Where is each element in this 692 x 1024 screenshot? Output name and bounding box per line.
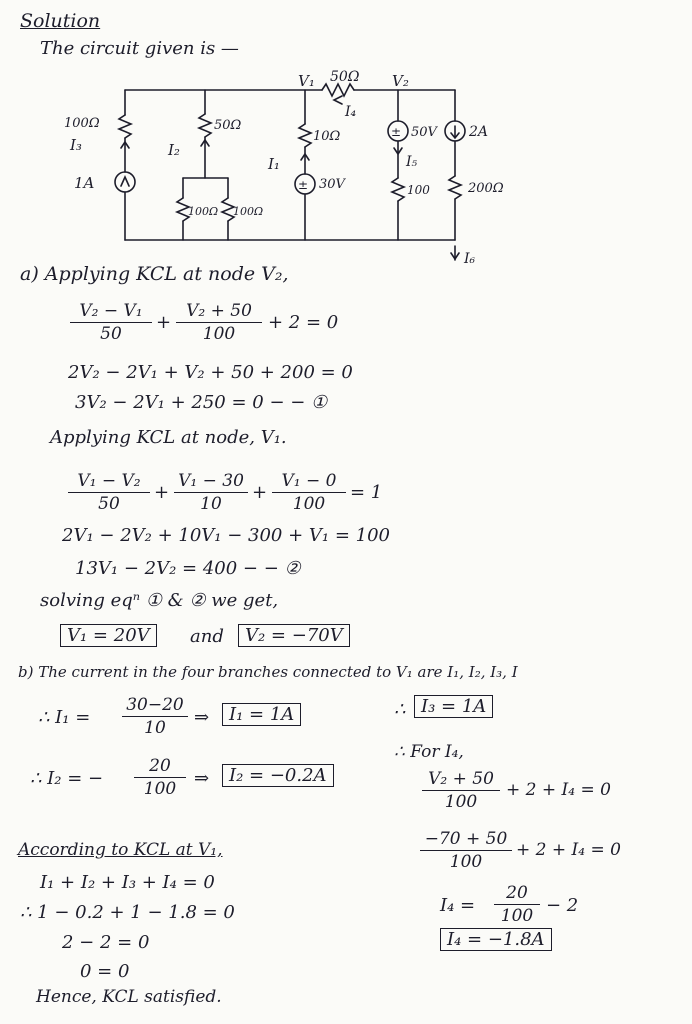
i4-result-box: I₄ = −1.8A	[440, 928, 552, 951]
i2-fraction	[134, 755, 186, 800]
eq1-f1-denominator: 50	[100, 324, 122, 344]
src-30v-polarity: ±	[298, 178, 309, 192]
i1-arrow: ⇒	[194, 707, 210, 728]
kcl-line-4: 0 = 0	[80, 961, 130, 982]
i1-denominator: 10	[144, 718, 166, 738]
i2-arrow: ⇒	[194, 768, 210, 789]
eq2-fraction-3	[272, 470, 346, 515]
eq2-f2-numerator: V₁ − 30	[174, 470, 248, 493]
eq1-f2-numerator: V₂ + 50	[176, 300, 262, 323]
line-3v2-eq1: 3V₂ − 2V₁ + 250 = 0 − − ①	[75, 392, 328, 413]
label-r100-branch4: 100	[407, 183, 430, 197]
eq1-f1-numerator: V₂ − V₁	[70, 300, 152, 323]
result-v2-box: V₂ = −70V	[238, 624, 350, 647]
eq1-fraction-2	[176, 300, 262, 345]
label-i4: I₄	[345, 104, 357, 120]
label-v2: V₂	[392, 72, 409, 90]
eq2-f3-denominator: 100	[292, 494, 326, 514]
eq1-rest: + 2 = 0	[268, 312, 339, 333]
i4-eq3-rest: − 2	[546, 895, 579, 916]
part-b-title: b) The current in the four branches connected to V₁ are I₁, I₂, I₃, I	[18, 663, 518, 681]
i1-prefix: ∴ I₁ =	[38, 707, 91, 728]
kcl-title: According to KCL at V₁,	[18, 840, 223, 860]
kcl-line-1: I₁ + I₂ + I₃ + I₄ = 0	[40, 872, 215, 893]
kcl-conclusion: Hence, KCL satisfied.	[36, 987, 222, 1007]
for-i4-text: ∴ For I₄,	[394, 742, 464, 762]
i1-result-box: I₁ = 1A	[222, 703, 301, 726]
solving-text: solving eqⁿ ① & ② we get,	[40, 590, 279, 611]
i2-denominator: 100	[143, 779, 177, 799]
label-v1: V₁	[298, 72, 315, 90]
kcl-line-3: 2 − 2 = 0	[62, 932, 150, 953]
i3-result-box: I₃ = 1A	[414, 695, 493, 718]
i4-eq3-fraction	[494, 882, 540, 927]
eq2-fraction-2	[174, 470, 248, 515]
label-src-1a: 1A	[74, 174, 95, 192]
i4-eq2-denominator: 100	[449, 852, 483, 872]
label-r100-left: 100Ω	[64, 116, 100, 131]
label-src-30v: 30V	[319, 177, 345, 192]
i4-eq3-prefix: I₄ =	[440, 895, 476, 916]
i4-eq1-denominator: 100	[444, 792, 478, 812]
i2-numerator: 20	[134, 755, 186, 778]
kcl-line-2: ∴ 1 − 0.2 + 1 − 1.8 = 0	[20, 902, 235, 923]
i4-eq3-numerator: 20	[494, 882, 540, 905]
eq2-plus-1: +	[154, 482, 170, 503]
label-r50-branch2: 50Ω	[214, 118, 242, 133]
line-2v1: 2V₁ − 2V₂ + 10V₁ − 300 + V₁ = 100	[62, 525, 391, 546]
label-r50-top: 50Ω	[330, 69, 360, 85]
src-50v-polarity: ±	[391, 125, 402, 139]
label-r200: 200Ω	[468, 181, 504, 196]
line-2v2: 2V₂ − 2V₁ + V₂ + 50 + 200 = 0	[68, 362, 353, 383]
label-r10: 10Ω	[313, 129, 341, 144]
part-a-title: a) Applying KCL at node V₂,	[20, 263, 289, 285]
eq2-f3-numerator: V₁ − 0	[272, 470, 346, 493]
eq2-plus-2: +	[252, 482, 268, 503]
eq2-rest: = 1	[350, 482, 383, 503]
i2-prefix: ∴ I₂ = −	[30, 768, 104, 789]
result-v1-box: V₁ = 20V	[60, 624, 157, 647]
part-a-title2: Applying KCL at node, V₁.	[50, 427, 287, 448]
label-src-2a: 2A	[469, 124, 489, 140]
i1-fraction	[122, 694, 188, 739]
line-13v1-eq2: 13V₁ − 2V₂ = 400 − − ②	[75, 558, 301, 579]
label-i6: I₆	[464, 251, 476, 265]
label-i1: I₁	[268, 155, 280, 173]
eq1-fraction-1	[70, 300, 152, 345]
eq2-f1-numerator: V₁ − V₂	[68, 470, 150, 493]
eq2-f1-denominator: 50	[98, 494, 120, 514]
solution-heading: Solution	[20, 10, 101, 32]
label-src-50v: 50V	[411, 125, 437, 140]
eq2-f2-denominator: 10	[200, 494, 222, 514]
i4-eq1-numerator: V₂ + 50	[422, 768, 500, 791]
eq2-fraction-1	[68, 470, 150, 515]
eq1-plus: +	[156, 312, 172, 333]
and-text: and	[190, 626, 224, 647]
label-r100-a: 100Ω	[188, 205, 219, 218]
intro-text: The circuit given is —	[40, 38, 239, 59]
eq1-f2-denominator: 100	[202, 324, 236, 344]
label-i5: I₅	[406, 154, 418, 170]
i4-eq2-numerator: −70 + 50	[420, 828, 512, 851]
i4-eq1-rest: + 2 + I₄ = 0	[506, 780, 611, 800]
i2-result-box: I₂ = −0.2A	[222, 764, 334, 787]
label-r100-b: 100Ω	[233, 205, 264, 218]
i4-eq2-rest: + 2 + I₄ = 0	[516, 840, 621, 860]
i1-numerator: 30−20	[122, 694, 188, 717]
i4-eq2-fraction	[420, 828, 512, 873]
label-i3: I₃	[70, 136, 82, 154]
i3-prefix: ∴	[394, 699, 406, 720]
label-i2: I₂	[168, 141, 180, 159]
circuit-diagram	[0, 60, 692, 265]
i4-eq3-denominator: 100	[500, 906, 534, 926]
i4-eq1-fraction	[422, 768, 500, 813]
